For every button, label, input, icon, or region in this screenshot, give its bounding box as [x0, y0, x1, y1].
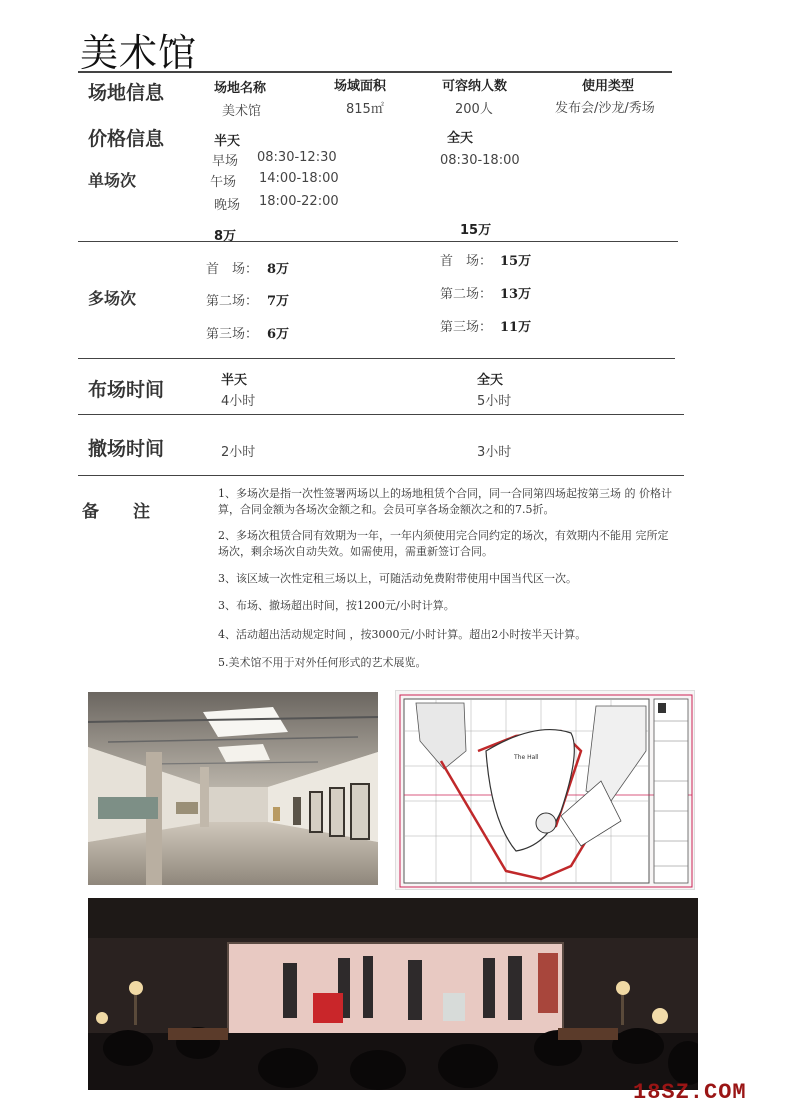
note-1: 1、多场次是指一次性签署两场以上的场地租赁个合同，同一合同第四场起按第三场 的 价格计算，合同金额为各场次金额之和。会员可享各场金额次之和的7.5折。 [218, 487, 672, 516]
note-4: 3、布场、撤场超出时间，按1200元/小时计算。 [218, 599, 455, 612]
price-info-label: 价格信息 [88, 128, 165, 150]
multi-divider [78, 358, 675, 359]
multi-full-first-name: 首 场： [440, 254, 493, 269]
event-stage-photo [88, 898, 698, 1090]
setup-full-day-value: 5小时 [477, 394, 512, 409]
teardown-half-day-value: 2小时 [221, 445, 256, 460]
floor-plan-label: The Hall [514, 754, 539, 761]
multi-half-third-name: 第三场： [206, 327, 259, 342]
slot-evening-name: 晚场 [214, 198, 241, 213]
title-divider [78, 71, 672, 73]
full-day-time: 08:30-18:00 [440, 153, 520, 168]
slot-afternoon-time: 14:00-18:00 [259, 171, 339, 186]
note-6: 5.美术馆不用于对外任何形式的艺术展览。 [218, 656, 427, 669]
note-5: 4、活动超出活动规定时间 ，按3000元/小时计算。超出2小时按半天计算。 [218, 628, 587, 641]
teardown-divider [78, 475, 684, 476]
note-3: 3、该区域一次性定租三场以上，可随活动免费附带使用中国当代区一次。 [218, 572, 577, 585]
multi-full-third-name: 第三场： [440, 320, 493, 335]
note-2: 2、多场次租赁合同有效期为一年，一年内须使用完合同约定的场次，有效期内不能用 完所定场次，剩余场次自动失效。如需使用，需重新签订合同。 [218, 529, 669, 558]
multi-full-second-price: 13万 [500, 287, 532, 302]
venue-type-value: 发布会/沙龙/秀场 [555, 101, 655, 116]
multi-half-first-name: 首 场： [206, 262, 259, 277]
single-full-day-price: 15万 [460, 223, 492, 238]
venue-info-label: 场地信息 [88, 82, 165, 104]
price-divider [78, 241, 678, 242]
setup-full-day-label: 全天 [477, 373, 504, 388]
setup-time-label: 布场时间 [88, 379, 165, 401]
single-full-day-label: 全天 [447, 131, 474, 146]
teardown-full-day-value: 3小时 [477, 445, 512, 460]
setup-half-day-value: 4小时 [221, 394, 256, 409]
floor-plan-drawing [395, 690, 695, 890]
multi-half-third-price: 6万 [267, 327, 290, 342]
multi-full-first-price: 15万 [500, 254, 532, 269]
setup-divider [78, 414, 684, 415]
venue-name-header: 场地名称 [214, 81, 267, 96]
slot-afternoon-name: 午场 [210, 175, 237, 190]
notes-label: 备 注 [82, 502, 150, 522]
single-half-day-price: 8万 [214, 229, 237, 244]
venue-area-header: 场域面积 [334, 79, 387, 94]
teardown-time-label: 撤场时间 [88, 438, 165, 460]
slot-morning-name: 早场 [212, 154, 239, 169]
multi-session-label: 多场次 [88, 289, 137, 308]
gallery-interior-photo [88, 692, 378, 885]
venue-area-value: 815㎡ [346, 102, 384, 117]
slot-morning-time: 08:30-12:30 [257, 150, 337, 165]
watermark-text: 18SZ.COM [633, 1080, 747, 1105]
setup-half-day-label: 半天 [221, 373, 248, 388]
multi-half-second-price: 7万 [267, 294, 290, 309]
multi-full-third-price: 11万 [500, 320, 532, 335]
page-title: 美术馆 [80, 31, 198, 75]
venue-type-header: 使用类型 [582, 79, 635, 94]
single-session-label: 单场次 [88, 171, 137, 190]
multi-full-second-name: 第二场： [440, 287, 493, 302]
venue-capacity-value: 200人 [455, 102, 493, 117]
venue-name-value: 美术馆 [222, 104, 262, 119]
slot-evening-time: 18:00-22:00 [259, 194, 339, 209]
venue-capacity-header: 可容纳人数 [442, 79, 508, 94]
multi-half-first-price: 8万 [267, 262, 290, 277]
single-half-day-label: 半天 [214, 134, 241, 149]
multi-half-second-name: 第二场： [206, 294, 259, 309]
